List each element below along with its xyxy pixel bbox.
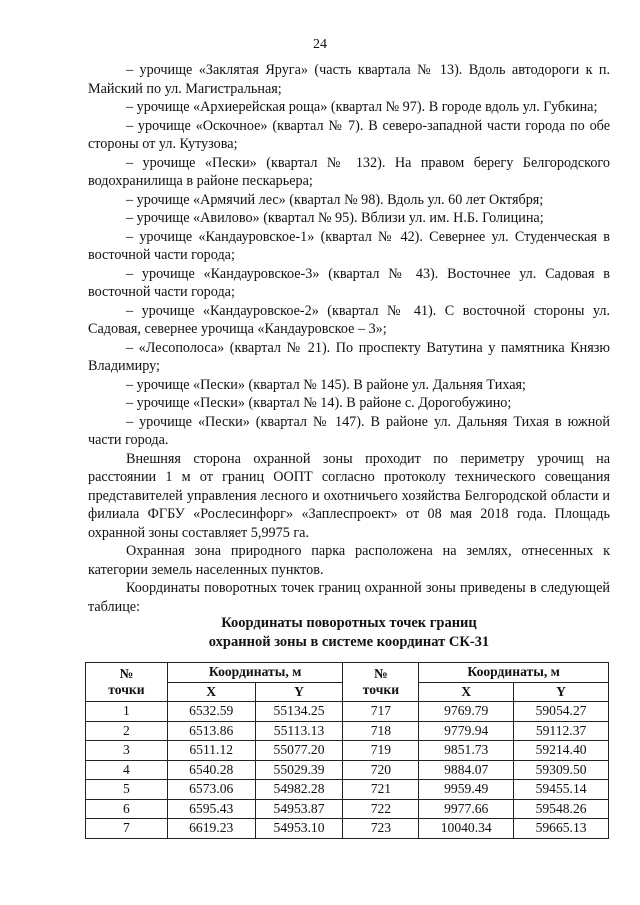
y-value: 59054.27 [514, 702, 609, 722]
point-number-header [343, 663, 419, 702]
table-title-line: Координаты поворотных точек границ [221, 615, 477, 631]
paragraph: – урочище «Пески» (квартал № 132). На правом берегу Белгородского водохранилища в районе пескарьера; [88, 154, 610, 189]
x-value: 6573.06 [167, 780, 255, 800]
paragraph: – урочище «Оскочное» (квартал № 7). В северо-западной части города по обе стороны от ул. Кутузова; [88, 117, 610, 152]
coords-header: Координаты, м [419, 663, 609, 683]
paragraph: – урочище «Кандауровское-2» (квартал № 41). С восточной стороны ул. Садовая, севернее урочища «Кандауровское – 3»; [88, 302, 610, 337]
paragraph: – урочище «Кандауровское-1» (квартал № 42). Севернее ул. Студенческая в восточной части города; [88, 228, 610, 263]
paragraph: – «Лесополоса» (квартал № 21). По проспекту Ватутина у памятника Князю Владимиру; [88, 339, 610, 374]
y-value: 59214.40 [514, 741, 609, 761]
paragraph: Координаты поворотных точек границ охранной зоны приведены в следующей таблице: [88, 580, 610, 615]
point-number: 6 [86, 799, 168, 819]
table-row [86, 819, 609, 839]
y-value: 55113.13 [255, 721, 343, 741]
x-value: 10040.34 [419, 819, 514, 839]
x-value: 9977.66 [419, 799, 514, 819]
paragraph: – урочище «Авилово» (квартал № 95). Вблизи ул. им. Н.Б. Голицина; [126, 210, 544, 226]
table-row [86, 741, 609, 761]
page-number: 24 [313, 37, 327, 52]
paragraph: Охранная зона природного парка расположена на землях, отнесенных к категории земель населенных пунктов. [88, 543, 610, 578]
header-point-label: точки [362, 682, 400, 697]
x-value: 9884.07 [419, 760, 514, 780]
paragraph: – урочище «Пески» (квартал № 14). В районе с. Дорогобужино; [126, 395, 512, 411]
y-value: 59309.50 [514, 760, 609, 780]
point-number: 719 [343, 741, 419, 761]
point-number-header [86, 663, 168, 702]
x-value: 6513.86 [167, 721, 255, 741]
table-row [86, 721, 609, 741]
y-value: 54982.28 [255, 780, 343, 800]
x-value: 9779.94 [419, 721, 514, 741]
body-text [88, 61, 610, 616]
x-value: 6540.28 [167, 760, 255, 780]
y-value: 59112.37 [514, 721, 609, 741]
table-row [86, 702, 609, 722]
y-value: 55029.39 [255, 760, 343, 780]
header-no-symbol: № [119, 666, 134, 681]
paragraph: – урочище «Кандауровское-3» (квартал № 43). Восточнее ул. Садовая в восточной части города; [88, 265, 610, 300]
paragraph: – урочище «Армячий лес» (квартал № 98). Вдоль ул. 60 лет Октября; [126, 191, 544, 208]
table-header-row [86, 663, 609, 683]
x-header: X [167, 682, 255, 702]
point-number: 717 [343, 702, 419, 722]
point-number: 718 [343, 721, 419, 741]
y-value: 54953.10 [255, 819, 343, 839]
point-number: 1 [86, 702, 168, 722]
header-point-label: точки [108, 682, 145, 697]
point-number: 5 [86, 780, 168, 800]
paragraph: – урочище «Архиерейская роща» (квартал № 97). В городе вдоль ул. Губкина; [126, 99, 598, 115]
coordinates-table [85, 662, 609, 839]
point-number: 720 [343, 760, 419, 780]
x-value: 6532.59 [167, 702, 255, 722]
point-number: 721 [343, 780, 419, 800]
point-number: 7 [86, 819, 168, 839]
point-number: 2 [86, 721, 168, 741]
table-title-line: охранной зоны в системе координат СК-31 [208, 634, 490, 650]
y-value: 59548.26 [514, 799, 609, 819]
x-value: 9769.79 [419, 702, 514, 722]
point-number: 4 [86, 760, 168, 780]
point-number: 3 [86, 741, 168, 761]
point-number: 722 [343, 799, 419, 819]
y-header: Y [514, 682, 609, 702]
x-value: 9851.73 [419, 741, 514, 761]
y-value: 55134.25 [255, 702, 343, 722]
y-value: 54953.87 [255, 799, 343, 819]
paragraph: Внешняя сторона охранной зоны проходит по периметру урочищ на расстоянии 1 м от границ ООПТ согласно протоколу технического совещания представителей управления лесного и охотничьего хозяйства Белгородской области и филиала ФГБУ «Рослесинфорг» «Заплеспроект» от 08 мая 2018 года. Площадь охранной зоны составляет 5,9975 га. [88, 450, 610, 541]
y-value: 55077.20 [255, 741, 343, 761]
x-value: 6619.23 [167, 819, 255, 839]
x-value: 6595.43 [167, 799, 255, 819]
point-number: 723 [343, 819, 419, 839]
x-value: 6511.12 [167, 741, 255, 761]
paragraph: – урочище «Пески» (квартал № 147). В районе ул. Дальняя Тихая в южной части города. [88, 413, 610, 448]
table-title [88, 614, 610, 652]
table-row [86, 760, 609, 780]
paragraph: – урочище «Заклятая Яруга» (часть квартала № 13). Вдоль автодороги к п. Майский по ул. Магистральная; [88, 62, 610, 97]
y-value: 59665.13 [514, 819, 609, 839]
table-row [86, 780, 609, 800]
header-no-symbol: № [374, 666, 388, 681]
table-row [86, 799, 609, 819]
paragraph: – урочище «Пески» (квартал № 145). В районе ул. Дальняя Тихая; [126, 376, 526, 393]
x-header: X [419, 682, 514, 702]
y-header: Y [255, 682, 343, 702]
x-value: 9959.49 [419, 780, 514, 800]
coords-header: Координаты, м [167, 663, 343, 683]
y-value: 59455.14 [514, 780, 609, 800]
